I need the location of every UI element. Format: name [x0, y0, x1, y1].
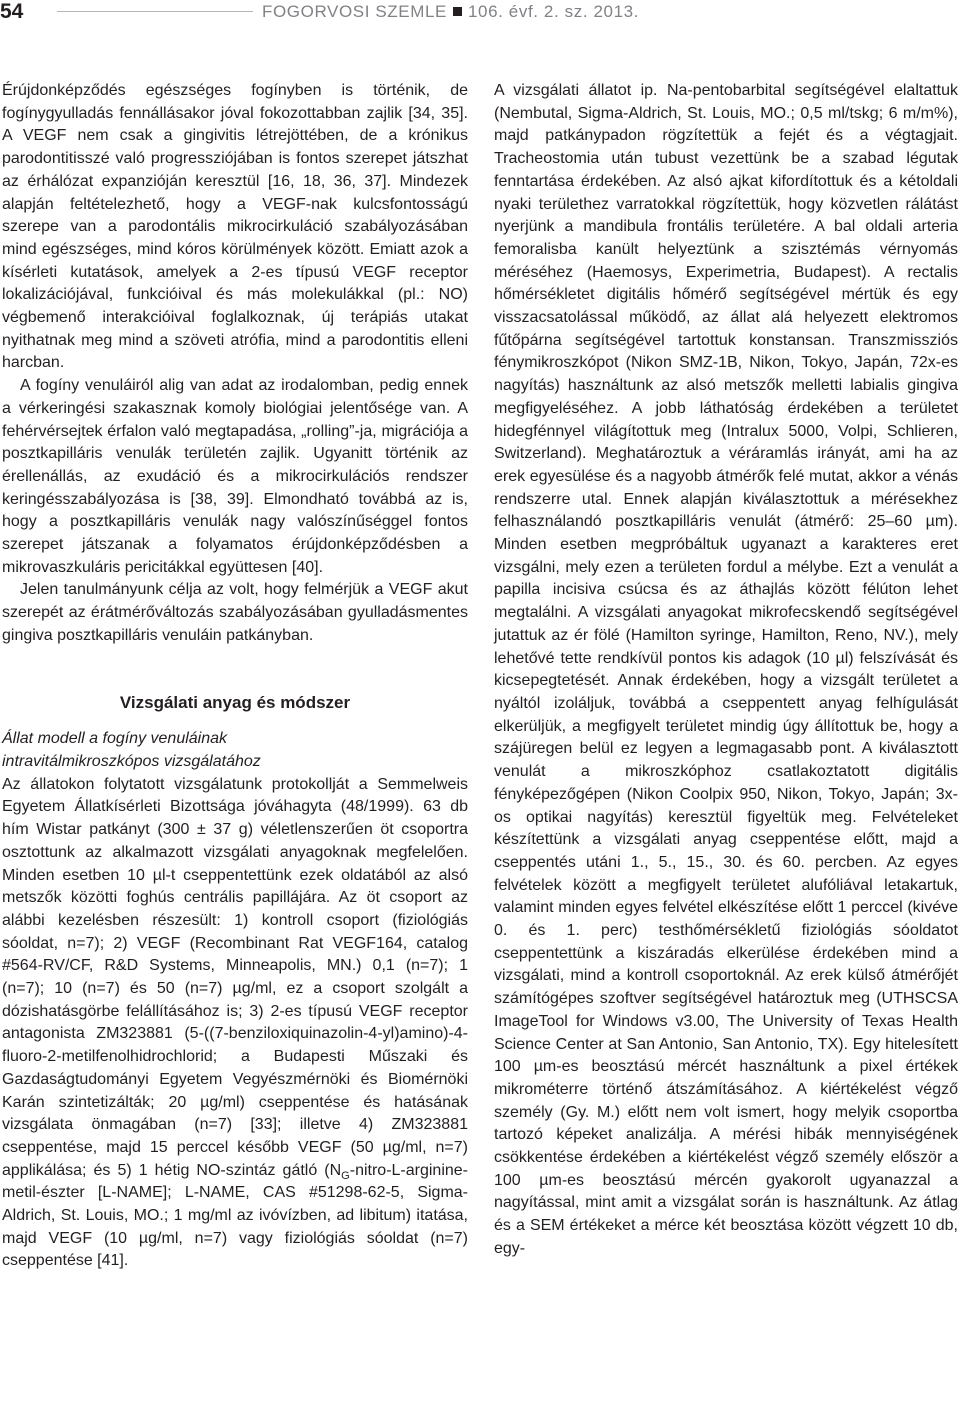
- subscript: G: [341, 1169, 350, 1182]
- section-heading: Vizsgálati anyag és módszer: [119, 692, 351, 712]
- journal-issue: 106. évf. 2. sz. 2013.: [468, 2, 640, 21]
- subsection-heading-line-1: Állat modell a fogíny venuláinak: [2, 730, 228, 748]
- square-bullet-icon: [453, 7, 462, 16]
- left-column: [2, 80, 468, 1273]
- paragraph: Érújdonképződés egészséges fogínyben is történik, de fogínygyulladás fennállásakor jóval fokozottabban zajlik [34, 35]. A VEGF nem csak a gingivitis létrejöttében, de a krónikus parodontitisszé való progressziójában is fontos szerepet játszhat az érhálózat expanzióján keresztül [16, 18, 36, 37]. Mindezek alapján feltételezhető, hogy a VEGF-nak kulcsfontosságú szerepe van a parodontális mikrocirkuláció szabályozásában mind egészséges, mind kóros körülmények között. Emiatt azok a kísérleti kutatások, amelyek a 2-es típusú VEGF receptor lokalizációjával, funkcióival és más molekulákkal (pl.: NO) végbemenő interakcióival foglalkoznak, új terápiás utakat nyithatnak meg mind a szöveti atrófia, mind a parodontitis elleni harcban.: [2, 82, 468, 372]
- subsection-heading-line-2: intravitálmikroszkópos vizsgálatához: [2, 752, 261, 770]
- journal-name: FOGORVOSI SZEMLE: [262, 2, 447, 21]
- right-column: [494, 80, 958, 1261]
- page-number: 54: [0, 0, 24, 23]
- paragraph-text: Az állatokon folytatott vizsgálatunk protokollját a Semmelweis Egyetem Állatkísérleti Bizottsága jóváhagyta (48/1999). 63 db hím Wistar patkányt (300 ± 37 g) véletlenszerűen öt csoportra osztottunk az alkalmazott vizsgálati anyagoknak megfelelően. Minden esetben 10 µl-t cseppentettünk ezek oldatából az alsó metszők közötti foghús centrális papillájára. Az öt csoport az alábbi kezelésben részesült: 1) kontroll csoport (fiziológiás sóoldat, n=7); 2) VEGF (Recombinant Rat VEGF164, catalog #564-RV/CF, R&D Systems, Minneapolis, MN.) 0,1 (n=7); 1 (n=7); 10 (n=7) és 50 (n=7) µg/ml, ez a csoport szolgált a dózishatásgörbe felállításához is; 3) 2-es típusú VEGF receptor antagonista ZM323881 (5-((7-benziloxiquinazolin-4-yl)amino)-4-fluoro-2-metilfenolhidrochlorid; a Budapesti Műszaki és Gazdaságtudományi Egyetem Vegyészmérnöki és Biomérnöki Karán szintetizálták; 20 µg/ml) cseppentése és hatásának vizsgálata önmagában (n=7) [33]; illetve 4) ZM323881 cseppentése, majd 15 perccel később VEGF (50 µg/ml, n=7) applikálása; és 5) 1 hétig NO-szintáz gátló (N: [2, 775, 468, 1179]
- paragraph: A fogíny venuláiról alig van adat az irodalomban, pedig ennek a vérkeringési szakasznak komoly biológiai jelentősége van. A fehérvérsejtek érfalon való megtapadása, „rolling”-ja, migrációja a posztkapilláris venulák területén zajlik. Ugyanitt történik az érellenállás, az exudáció és a mikrocirkulációs rendszer keringésszabályozása is [38, 39]. Elmondható továbbá az is, hogy a posztkapilláris venulák nagy valószínűséggel fontos szerepet játszanak a folyamatos érújdonképződésben a mikrovaszkuláris pericitákkal együttesen [40].: [2, 377, 468, 576]
- paragraph: A vizsgálati állatot ip. Na-pentobarbital segítségével elaltattuk (Nembutal, Sigma-Aldrich, St. Louis, MO.; 0,5 ml/tskg; 6 m/m%), majd patkánypadon rögzítettük a fejét és a végtagjait. Tracheostomia után tubust vezettünk be a szabad légutak fenntartása érdekében. Az alsó ajkat kifordítottuk és a kétoldali nyaki területhez varratokkal rögzítettük, hogy közvetlen rálátást nyerjünk a mandibula frontális területére. A bal oldali arteria femoralisba kanült helyeztünk a szisztémás vérnyomás méréséhez (Haemosys, Experimetria, Budapest). A rectalis hőmérsékletet digitális hőmérő segítségével mértük és egy visszacsatolással működő, az állat alá helyezett elektromos fűtőpárna segítségével tartottuk konstansan. Transzmissziós fénymikroszkópot (Nikon SMZ-1B, Nikon, Tokyo, Japán, 72x-es nagyítás) használtunk az alsó metszők melletti labialis gingiva megfigyeléséhez. A jobb láthatóság érdekében a területet hidegfénnyel világítottuk meg (Intralux 5000, Volpi, Schlieren, Switzerland). Meghatároztuk a véráramlás irányát, ami ha az erek egyesülése és a nagyobb átmérők felé mutat, akkor a vénás rendszerre utal. Ennek alapján kiválasztottuk a mérésekhez felhasználandó posztkapilláris venulát (átmérő: 25–60 µm). Minden esetben megpróbáltuk ugyanazt a karakteres eret vizsgálni, mely ezen a területen fordul a mélybe. Ezt a venulát a papilla incisiva csúcsa és az áthajlás között félúton lehet megtalálni. A vizsgálati anyagokat mikrofecskendő segítségével jutattuk az ér fölé (Hamilton syringe, Hamilton, Reno, NV.), mely lehetővé tette rendkívül pontos kis adagok (10 µl) felszívását és kicsepegtetését. Annak érdekében, hogy a vizsgált területet a nyáltól izoláljuk, továbbá a cseppentett anyag felhígulását elkerüljük, a megfigyelt területet mindig úgy állítottuk be, hogy a szájüregen belül ez legyen a legmagasabb pont. A kiválasztott venulát a mikroszkóphoz csatlakoztatott digitális fényképezőgépen (Nikon Coolpix 950, Nikon, Tokyo, Japán; 3x-os optikai nagyítás) keresztül figyeltük meg. Felvételeket készítettünk a vizsgálati anyag cseppentése előtt, majd a cseppentés utáni 1., 5., 15., 30. és 60. percben. Az egyes felvételek között a megfigyelt területet alufóliával letakartuk, valamint minden egyes felvétel elkészítése előtt 1 perccel (kivéve 0. és 1. perc) testhőmérsékletű fiziológiás sóoldatot cseppentettünk a kiszáradás elkerülése érdekében mind a vizsgálati, mind a kontroll csoportoknál. Az erek külső átmérőjét számítógépes szoftver segítségével határoztuk meg (UTHSCSA ImageTool for Windows v3.00, The University of Texas Health Science Center at San Antonio, San Antonio, TX). Egy hitelesített 100 µm-es beosztású mércét használtunk a pixel értékek mikrométerre történő átszámításához. A kiértékelést végző személy (Gy. M.) előtt nem volt ismert, hogy melyik csoportba tartozó képeket analizálja. A mérési hibák mennyiségének csökkentése érdekében a kiértékelést végző személy először a 100 µm-es beosztású mércén gyakorolt ugyanazzal a nagyítással, mint amit a vizsgálat során is használtunk. Az átlag és a SEM értékeket a mérce két beosztása között végzett 10 db, egy-: [494, 82, 958, 1257]
- paragraph-text: -nitro-L-arginine-metil-észter [L-NAME]; L-NAME, CAS #51298-62-5, Sigma-Aldrich, St. Louis, MO.; 1 mg/ml az ivóvízben, ad libitum) itatása, majd VEGF (10 µg/ml, n=7) vagy fiziológiás sóoldat (n=7) cseppentése [41].: [2, 1161, 468, 1270]
- paragraph: Jelen tanulmányunk célja az volt, hogy felmérjük a VEGF akut szerepét az érátmérőváltozás szabályozásában gyulladásmentes gingiva posztkapilláris venuláin patkányban.: [2, 581, 468, 644]
- running-header: [0, 0, 960, 40]
- journal-running-head: [262, 2, 639, 22]
- paragraph: [2, 774, 468, 1273]
- header-rule: [57, 11, 253, 12]
